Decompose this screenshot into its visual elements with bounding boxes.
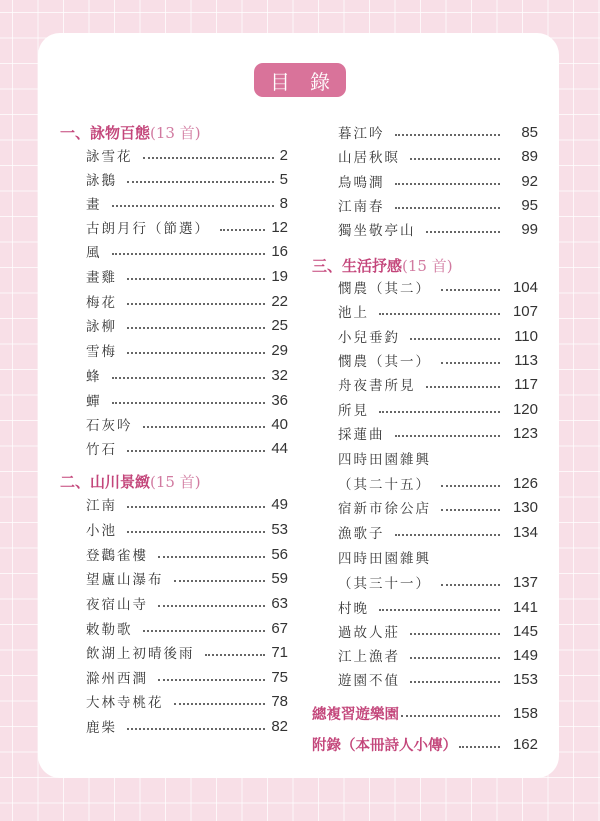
section-heading-2[interactable]: 二、山川景緻(15 首) [60,473,201,491]
leader-dots [220,228,265,231]
leader-dots [395,533,501,536]
leader-dots [127,351,265,354]
toc-entry[interactable]: 古朗月行（節選） 12 [86,218,288,237]
toc-entry[interactable]: 梅花 22 [86,292,288,311]
leader-dots [112,401,266,404]
leader-dots [127,302,265,305]
leader-dots [127,326,265,329]
toc-entry[interactable]: 詠雪花 2 [86,146,288,165]
toc-entry[interactable]: 詠鵝 5 [86,170,288,189]
leader-dots [112,204,274,207]
toc-entry[interactable]: 採蓮曲 123 [338,424,538,443]
toc-entry[interactable]: 雪梅 29 [86,341,288,360]
toc-entry[interactable]: 竹石 44 [86,439,288,458]
toc-entry-review[interactable]: 總複習遊樂園 158 [312,704,538,723]
leader-dots [395,133,501,136]
leader-dots [441,484,500,487]
leader-dots [401,714,500,717]
leader-dots [174,702,266,705]
toc-entry[interactable]: 江上漁者 149 [338,646,538,665]
toc-entry[interactable]: 過故人莊 145 [338,622,538,641]
leader-dots [205,653,266,656]
leader-dots [410,632,500,635]
toc-entry[interactable]: 詠柳 25 [86,316,288,335]
toc-entry[interactable]: 小池 53 [86,520,288,539]
toc-entry-line1[interactable]: 四時田園雜興 [338,551,431,567]
toc-entry[interactable]: 石灰吟 40 [86,415,288,434]
leader-dots [426,230,501,233]
toc-entry[interactable]: 敕勒歌 67 [86,619,288,638]
leader-dots [174,579,266,582]
leader-dots [395,206,501,209]
leader-dots [112,252,266,255]
leader-dots [426,385,501,388]
toc-entry[interactable]: 宿新市徐公店 130 [338,498,538,517]
leader-dots [143,629,266,632]
leader-dots [127,727,265,730]
toc-title-char2: 錄 [310,69,330,94]
toc-entry-appendix[interactable]: 附錄（本冊詩人小傳） 162 [312,735,538,754]
leader-dots [379,312,500,315]
leader-dots [410,337,500,340]
leader-dots [379,410,500,413]
toc-entry[interactable]: 所見 120 [338,400,538,419]
toc-entry[interactable]: 憫農（其二） 104 [338,278,538,297]
toc-entry[interactable]: 大林寺桃花 78 [86,692,288,711]
leader-dots [143,425,266,428]
toc-entry[interactable]: 漁歌子 134 [338,523,538,542]
toc-entry[interactable]: 憫農（其一） 113 [338,351,538,370]
toc-entry[interactable]: 滁州西澗 75 [86,668,288,687]
toc-entry[interactable]: 獨坐敬亭山 99 [338,220,538,239]
leader-dots [127,277,265,280]
toc-entry-line1[interactable]: 四時田園雜興 [338,452,431,468]
leader-dots [410,157,500,160]
leader-dots [127,530,265,533]
leader-dots [441,288,500,291]
leader-dots [158,678,265,681]
toc-entry[interactable]: （其二十五） 126 [338,474,538,493]
leader-dots [441,361,500,364]
toc-entry[interactable]: 飲湖上初晴後雨 71 [86,643,288,662]
toc-entry[interactable]: 登鸛雀樓 56 [86,545,288,564]
toc-entry[interactable]: 畫 8 [86,194,288,213]
leader-dots [379,608,500,611]
leader-dots [127,449,265,452]
toc-entry[interactable]: 望廬山瀑布 59 [86,569,288,588]
toc-entry[interactable]: 暮江吟 85 [338,123,538,142]
toc-card [38,33,559,778]
leader-dots [158,604,265,607]
leader-dots [127,180,274,183]
leader-dots [459,745,500,748]
toc-title-badge [254,63,346,97]
leader-dots [112,376,266,379]
toc-entry[interactable]: 舟夜書所見 117 [338,375,538,394]
section-heading-3[interactable]: 三、生活抒感(15 首) [312,257,453,275]
toc-entry[interactable]: 村晚 141 [338,598,538,617]
leader-dots [158,555,265,558]
leader-dots [395,182,501,185]
toc-entry[interactable]: 遊園不值 153 [338,670,538,689]
leader-dots [410,656,500,659]
section-heading-1[interactable]: 一、詠物百態(13 首) [60,124,201,142]
leader-dots [395,434,501,437]
toc-entry[interactable]: 蟬 36 [86,391,288,410]
toc-entry[interactable]: 蜂 32 [86,366,288,385]
toc-entry[interactable]: 鹿柴 82 [86,717,288,736]
toc-entry[interactable]: 風 16 [86,242,288,261]
leader-dots [410,680,500,683]
toc-entry[interactable]: 江南春 95 [338,196,538,215]
toc-entry[interactable]: 小兒垂釣 110 [338,327,538,346]
toc-entry[interactable]: 江南 49 [86,495,288,514]
toc-entry[interactable]: 夜宿山寺 63 [86,594,288,613]
leader-dots [441,583,500,586]
toc-entry[interactable]: （其三十一） 137 [338,573,538,592]
toc-entry[interactable]: 池上 107 [338,302,538,321]
leader-dots [127,505,265,508]
leader-dots [143,156,274,159]
leader-dots [441,508,500,511]
toc-entry[interactable]: 鳥鳴澗 92 [338,172,538,191]
toc-title-char1: 目 [270,69,290,94]
toc-entry[interactable]: 山居秋暝 89 [338,147,538,166]
toc-entry[interactable]: 畫雞 19 [86,267,288,286]
